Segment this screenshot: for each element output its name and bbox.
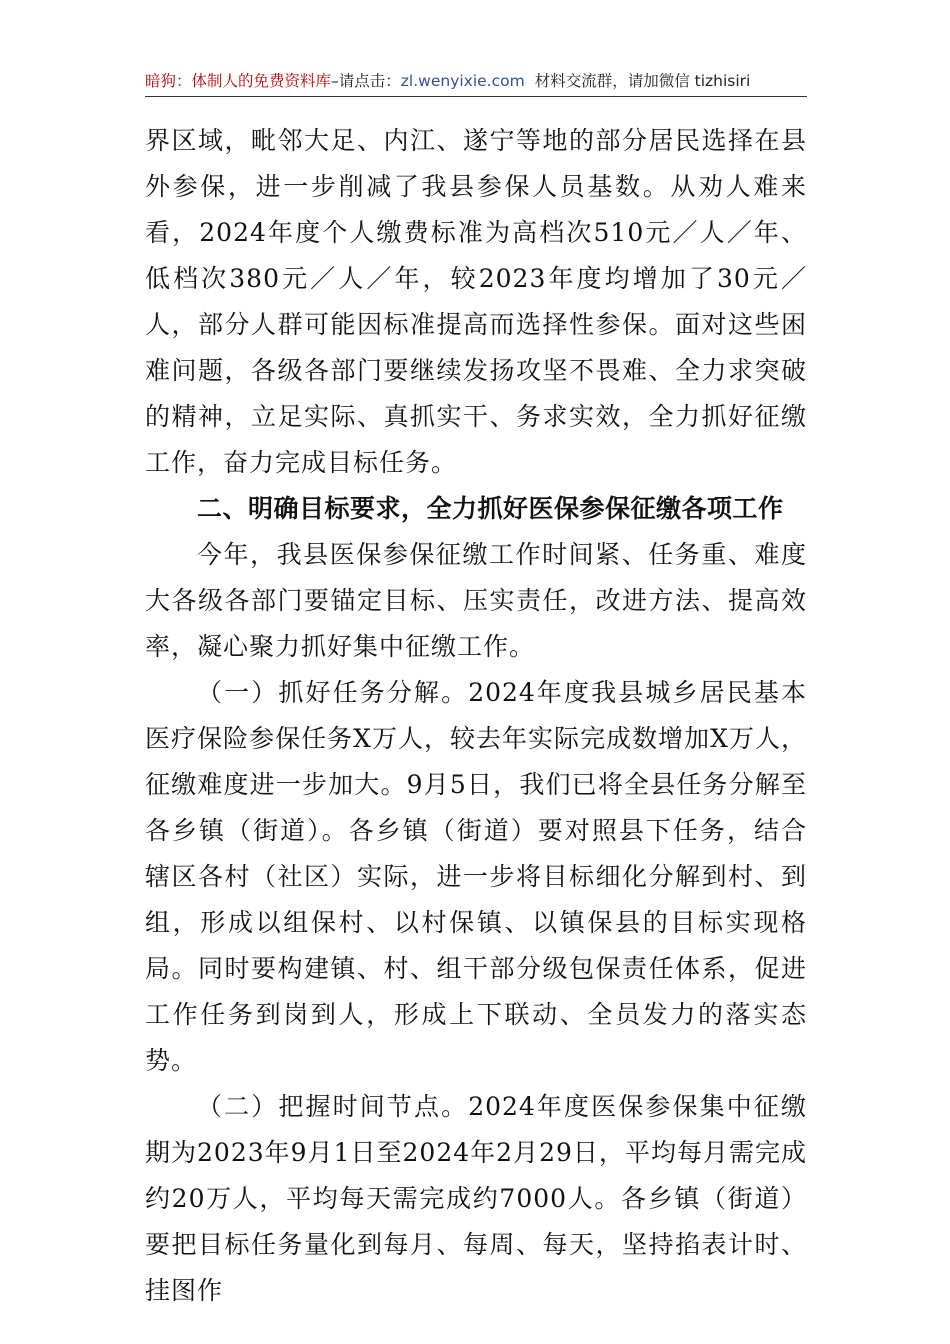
section-heading-2: 二、明确目标要求，全力抓好医保参保征缴各项工作 [197,494,784,523]
header-wechat-note: 材料交流群，请加微信 tizhisiri [534,72,751,90]
paragraph-intro: 今年，我县医保参保征缴工作时间紧、任务重、难度大各级各部门要锚定目标、压实责任，改进方法、提高效率，凝心聚力抓好集中征缴工作。 [145,540,807,661]
header-click-prompt: –请点击： [331,72,401,90]
page-header [145,68,807,97]
header-brand: 暗狗：体制人的免费资料库 [145,72,332,90]
paragraph-continued: 界区域，毗邻大足、内江、遂宁等地的部分居民选择在县外参保，进一步削减了我县参保人员基数。从劝人难来看，2024年度个人缴费标准为高档次510元／人／年、低档次380元／人／年，较2023年度均增加了30元／人，部分人群可能因标准提高而选择性参保。面对这些困难问题，各级各部门要继续发扬攻坚不畏难、全力求突破的精神，立足实际、真抓实干、务求实效，全力抓好征缴工作，奋力完成目标任务。 [145,126,807,477]
header-url-link[interactable]: zl.wenyixie.com [400,72,525,90]
paragraph-time-nodes: （二）把握时间节点。2024年度医保参保集中征缴期为2023年9月1日至2024年2月29日，平均每月需完成约20万人，平均每天需完成约7000人。各乡镇（街道）要把目标任务量化到每月、每周、每天，坚持掐表计时、挂图作 [145,1092,807,1305]
document-body [145,118,807,1314]
paragraph-task-breakdown: （一）抓好任务分解。2024年度我县城乡居民基本医疗保险参保任务X万人，较去年实际完成数增加X万人，征缴难度进一步加大。9月5日，我们已将全县任务分解至各乡镇（街道）。各乡镇（街道）要对照县下任务，结合辖区各村（社区）实际，进一步将目标细化分解到村、到组，形成以组保村、以村保镇、以镇保县的目标实现格局。同时要构建镇、村、组干部分级包保责任体系，促进工作任务到岗到人，形成上下联动、全员发力的落实态势。 [145,678,807,1075]
